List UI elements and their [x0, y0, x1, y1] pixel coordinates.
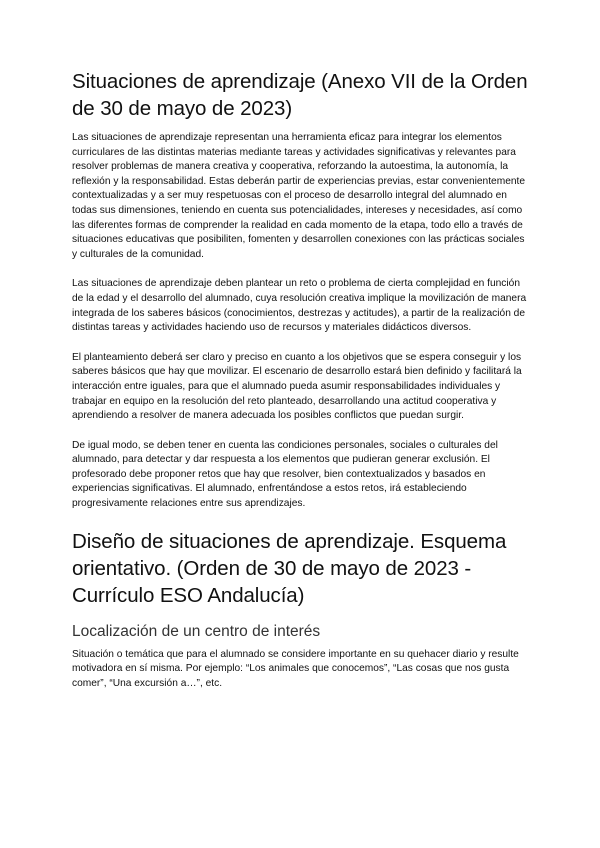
section-title-situaciones: Situaciones de aprendizaje (Anexo VII de la Orden de 30 de mayo de 2023) [72, 70, 528, 120]
paragraph-3: El planteamiento deberá ser claro y preciso en cuanto a los objetivos que se espera conseguir y los saberes básicos que hay que movilizar. El escenario de desarrollo estará bien definido y facilitará la interacción entre iguales, para que el alumnado pueda asumir responsabilidades individuales y trabajar en equipo en la resolución del reto planteado, desarrollando una actitud cooperativa y aprendiendo a resolver de manera adecuada los posibles conflictos que puedan surgir. [72, 351, 522, 422]
document-page [72, 68, 532, 706]
paragraph-centro-interes: Situación o temática que para el alumnado se considere importante en su quehacer diario y resulte motivadora en sí misma. Por ejemplo: “Los animales que conocemos”, “Las cosas que nos gusta comer”, “Una excursión a…”, etc. [72, 648, 519, 689]
paragraph-2: Las situaciones de aprendizaje deben plantear un reto o problema de cierta complejidad en función de la edad y el desarrollo del alumnado, cuya resolución creativa implique la movilización de manera integrada de los saberes básicos (conocimientos, destrezas y actitudes), a partir de la realización de distintas tareas y actividades haciendo uso de recursos y materiales didácticos diversos. [72, 278, 527, 334]
paragraph-4: De igual modo, se deben tener en cuenta las condiciones personales, sociales o culturales del alumnado, para detectar y dar respuesta a los elementos que pudieran generar exclusión. El profesorado debe proponer retos que hay que resolver, bien contextualizados y basados en experiencias significativas. El alumnado, enfrentándose a estos retos, irá estableciendo progresivamente relaciones entre sus aprendizajes. [72, 439, 498, 510]
paragraph-1: Las situaciones de aprendizaje representan una herramienta eficaz para integrar los elementos curriculares de las distintas materias mediante tareas y actividades significativas y relevantes para resolver problemas de manera creativa y cooperativa, reforzando la autoestima, la autonomía, la reflexión y la responsabilidad. Estas deberán partir de experiencias previas, estar convenientemente contextualizadas y a ser muy respetuosas con el proceso de desarrollo integral del alumnado en todas sus dimensiones, teniendo en cuenta sus potencialidades, intereses y necesidades, así como las diferentes formas de comprender la realidad en cada momento de la etapa, todo ello a través de situaciones educativas que posibiliten, fomenten y desarrollen conexiones con las prácticas sociales y culturales de la comunidad. [72, 132, 526, 260]
section-title-diseno: Diseño de situaciones de aprendizaje. Esquema orientativo. (Orden de 30 de mayo de 2023 - Currículo ESO Andalucía) [72, 529, 507, 607]
subsection-title-centro-interes: Localización de un centro de interés [72, 622, 321, 640]
